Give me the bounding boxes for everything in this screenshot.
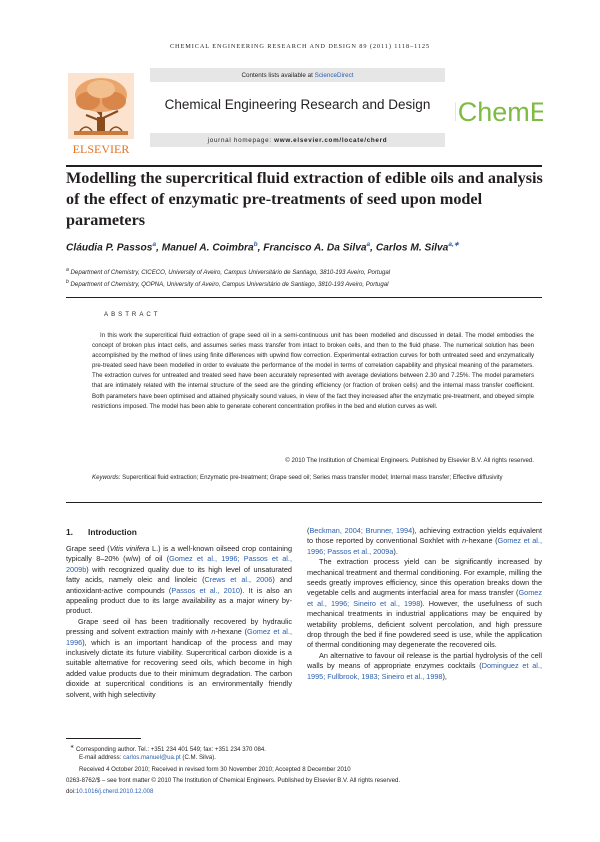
author-affiliation-mark[interactable]: a	[152, 241, 157, 248]
paragraph-text: ), which is an important handicap of the process and may inclusively dictate its future viability. Supercritical carbon dioxide is a suitable alternative for recovering seed oils, which become in high added value products due to their minimum degradation. The carbon dioxide at supercritical conditions is an environmentally friendly solvent, with high selectivity	[66, 637, 292, 699]
footnote-rule	[66, 738, 141, 739]
paragraph-text: The extraction process yield can be significantly increased by mechanical treatment and thermal conditioning. For example, milling the seeds greatly improves efficiency, since this operation breaks down the vegetable cells and augments interfacial area for mass transfer (	[307, 557, 542, 598]
author-list	[66, 240, 542, 253]
author-name: Manuel A. Coimbra	[161, 242, 254, 254]
header-rule	[66, 165, 542, 167]
keywords	[92, 473, 534, 483]
abstract-heading: ABSTRACT	[104, 311, 161, 318]
icheme-wordmark: IChemE	[455, 97, 543, 127]
contents-prefix: Contents lists available at	[241, 72, 315, 79]
citation-link[interactable]: Gomez et al., 1996; Passos et al., 2009b	[66, 554, 292, 574]
body-paragraph	[66, 544, 292, 617]
citation-link[interactable]: Gomez et al., 1996; Passos et al., 2009a	[307, 536, 542, 556]
journal-homepage	[150, 137, 445, 144]
author-affiliation-mark[interactable]: a	[366, 241, 371, 248]
paragraph-text: n	[211, 627, 216, 637]
paragraph-text: ) with recognized quality due to its high level of unsaturated fatty acids, namely oleic and linoleic (	[66, 564, 292, 585]
citation-link[interactable]: Gomez et al., 1996; Sineiro et al., 1998	[307, 588, 542, 608]
icheme-logo-icon	[455, 88, 543, 132]
paragraph-text: ).	[393, 546, 398, 556]
doi-line	[66, 788, 542, 796]
section-heading	[66, 527, 137, 537]
paragraph-text: n	[462, 536, 467, 546]
article-dates: Received 4 October 2010; Received in revised form 30 November 2010; Accepted 8 December 2010	[79, 766, 351, 773]
author-name: Carlos M. Silva	[375, 242, 449, 254]
body-paragraph	[307, 526, 542, 557]
citation-link[interactable]: Dominguez et al., 1995; Fullbrook, 1983; Sineiro et al., 1998	[307, 661, 542, 681]
email-label: E-mail address:	[79, 754, 124, 761]
keywords-label: Keywords:	[92, 474, 121, 481]
paragraph-text: ). It is also an appealing product due to its large availability as a major winery by-product.	[66, 585, 292, 616]
email-suffix: (C.M. Silva).	[180, 754, 216, 761]
paragraph-text: Grape seed (	[66, 544, 110, 553]
homepage-prefix: journal homepage:	[207, 137, 275, 144]
body-paragraph	[66, 617, 292, 700]
abstract-rule-bottom	[66, 502, 542, 503]
paragraph-text: -hexane (	[215, 627, 248, 637]
article-title: Modelling the supercritical fluid extraction of edible oils and analysis of the effect of enzymatic pre-treatments of seed upon model parameters	[66, 169, 543, 229]
paragraph-text: Vitis vinifera	[109, 544, 150, 553]
corresponding-text: Corresponding author. Tel.: +351 234 401 549; fax: +351 234 370 084.	[75, 746, 266, 754]
elsevier-tree-icon	[66, 71, 136, 159]
affiliation-text: Department of Chemistry, QOPNA, University of Aveiro, Campus Universitário de Santiago, 3810-193 Aveiro, Portugal	[70, 281, 389, 289]
citation-link[interactable]: Beckman, 2004; Brunner, 1994	[309, 526, 413, 535]
body-column-left	[66, 544, 292, 700]
paragraph-text: Grape seed oil has been traditionally recovered by hydraulic pressing and solvent extraction mainly with	[66, 616, 292, 637]
paragraph-text: ), achieving extraction yields equivalent to those reported by conventional Soxhlet with	[307, 526, 542, 546]
journal-title: Chemical Engineering Research and Design	[164, 97, 431, 112]
author-separator: ,	[370, 242, 376, 254]
paragraph-text: ). However, the usefulness of such mechanical treatments in industrial applications may be enquired by wetability problems, deficient solvent percolation, and high pressure drop through the bed if fine powdered seed is use, while the application of thermal conditioning may degenerate the recovered oils.	[307, 598, 542, 650]
elsevier-wordmark: ELSEVIER	[72, 142, 130, 156]
affiliation-b	[66, 279, 542, 288]
body-column-right	[307, 526, 542, 682]
icheme-logo	[455, 88, 543, 132]
contents-line	[150, 72, 445, 79]
abstract-text: In this work the supercritical fluid extraction of grape seed oil in a semi-continuous unit has been modelled and discussed in detail. The model embodies the concept of broken plus intact cells, and assumes series mass transfer from intact to broken cells, and then to the fluid phase. The numerical solution has been accomplished by the method of lines using finite differences with upwind flow correction. Experimental extraction curves for both untreated seed and enzymatically pre-treated seed have been modelled in order to evaluate the performance of the model in terms of correlation capability and physical meaning of the parameters. The extraction curves for untreated and treated seed have been accurately represented with average deviations between 2.30 and 7.25%. The model parameters that are intimately related with the internal structure of the seed are the grinding efficiency (or fraction of broken cells) and the internal mass transfer coefficient. Both parameters have been optimised and attained physically sound values, in view of the fact they increased after the enzymatic pre-treatment, and obeyed simple restrictions imposed. The model has been able to generate coherent concentration profiles in the bed and elution curves as well.	[92, 332, 534, 410]
keywords-text: Supercritical fluid extraction; Enzymatic pre-treatment; Grape seed oil; Series mass transfer model; Internal mass transfer; Effective diffusivity	[122, 474, 503, 481]
paragraph-text: L.) is a well-known oilseed crop containing typically 8–20% (w/w) of oil (	[66, 544, 293, 564]
issn-line: 0263-8762/$ – see front matter © 2010 The Institution of Chemical Engineers. Published by Elsevier B.V. All rights reserved.	[66, 777, 401, 784]
running-head: CHEMICAL ENGINEERING RESEARCH AND DESIGN 89 (2011) 1118–1125	[169, 43, 431, 50]
sciencedirect-link[interactable]: ScienceDirect	[314, 72, 354, 79]
paragraph-text: (	[307, 526, 310, 535]
paragraph-text: ),	[442, 671, 447, 681]
section-number: 1.	[66, 527, 73, 537]
author-separator: ,	[156, 242, 162, 254]
body-paragraph	[307, 557, 542, 651]
abstract-rule-top	[66, 297, 542, 298]
author-name: Cláudia P. Passos	[66, 242, 153, 254]
homepage-link[interactable]: www.elsevier.com/locate/cherd	[274, 137, 388, 144]
corresponding-author-note	[70, 743, 546, 754]
email-note	[79, 754, 555, 762]
affiliation-mark: b	[66, 279, 69, 285]
author-affiliation-mark[interactable]: a,∗	[448, 241, 460, 248]
body-paragraph	[307, 651, 542, 682]
citation-link[interactable]: Gomez et al., 1996	[66, 627, 292, 647]
paragraph-text: -hexane (	[466, 536, 498, 546]
affiliation-text: Department of Chemistry, CICECO, University of Aveiro, Campus Universitário de Santiago, 3810-193 Aveiro, Portugal	[70, 269, 391, 277]
elsevier-logo	[66, 71, 136, 159]
section-title: Introduction	[88, 527, 137, 537]
corresponding-mark: ∗	[70, 744, 75, 750]
abstract-copyright: © 2010 The Institution of Chemical Engineers. Published by Elsevier B.V. All rights reserved.	[285, 457, 534, 464]
doi-link[interactable]: 10.1016/j.cherd.2010.12.008	[75, 788, 154, 795]
author-name: Francisco A. Da Silva	[263, 242, 367, 254]
doi-prefix: doi:	[66, 788, 76, 795]
citation-link[interactable]: Passos et al., 2010	[171, 585, 240, 595]
paragraph-text: ) and antioxidant-active compounds (	[66, 575, 292, 595]
author-separator: ,	[257, 242, 264, 254]
affiliation-mark: a	[66, 267, 69, 273]
author-affiliation-mark[interactable]: b	[253, 241, 258, 248]
email-link[interactable]: carlos.manuel@ua.pt	[123, 754, 181, 761]
affiliation-a	[66, 267, 542, 276]
paragraph-text: An alternative to favour oil release is the partial hydrolysis of the cell walls by means of appropriate enzymes cocktails (	[307, 650, 542, 671]
citation-link[interactable]: Crews et al., 2006	[204, 575, 273, 585]
